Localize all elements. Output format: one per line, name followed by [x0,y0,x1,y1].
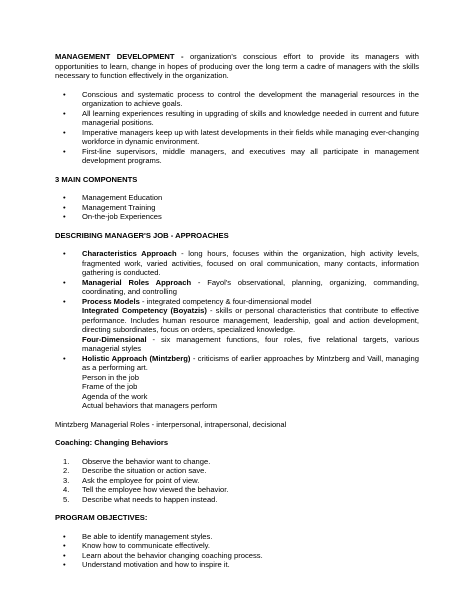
bullet-icon: • [63,541,66,550]
list-item: • Conscious and systematic process to control the development the managerial resources in the organization to achieve goals. [63,89,419,108]
intro-text: organization's conscious effort to provide its managers with opportunities to learn, change in hopes of producing over the long term a cadre of managers with the skills necessary to function effectively in the organization. [55,52,419,80]
components-list [55,193,419,222]
bullet-icon: • [63,127,66,137]
objectives-list [55,532,419,570]
list-item: • On-the-job Experiences [63,212,162,221]
bullet-icon: • [63,550,66,560]
intro-term: MANAGEMENT DEVELOPMENT - [55,52,184,61]
approaches-list [55,249,419,411]
bullet-icon: • [63,89,66,99]
bullet-icon: • [63,277,66,287]
list-item: • Managerial Roles Approach - Fayol's observational, planning, organizing, commanding, coordinating, and controlling [63,277,420,296]
coaching-heading: Coaching: Changing Behaviors [55,438,169,447]
list-item: • Understand motivation and how to inspire it. [63,560,230,569]
list-item: • Characteristics Approach - long hours, focuses within the organization, high activity levels, fragmented work, varied activities, focused on oral communication, many contacts, information gathering is conducted. [63,249,419,277]
list-item: 5. Describe what needs to happen instead. [63,494,218,504]
coaching-steps-list [55,457,419,505]
list-item: • Process Models - integrated competency & four-dimensional model Integrated Competency (Boyatzis) - skills or personal characteristics that contribute to effective performance. Includes human resource management, leadership, goal and action development, directing subordinates, focus on orders, specialized knowledge. Four-Dimensional - six management functions, four roles, five relational targets, various managerial styles [63,296,419,353]
bullet-icon: • [63,560,66,569]
bullet-icon: • [63,531,66,541]
approaches-heading: DESCRIBING MANAGER'S JOB - APPROACHES [55,230,229,240]
bullet-icon: • [63,202,66,212]
list-item: • First-line supervisors, middle managers, and executives may all participate in management development programs. [63,146,419,165]
list-item: • Know how to communicate effectively. [63,541,211,550]
list-item: • Learn about the behavior changing coaching process. [63,550,263,560]
intro-bullet-list [55,90,419,166]
bullet-icon: • [63,249,66,258]
list-item: 2. Describe the situation or action save. [63,466,207,475]
list-item: • Management Education [63,193,163,202]
bullet-icon: • [63,146,66,156]
intro-paragraph [55,52,419,81]
components-heading: 3 MAIN COMPONENTS [55,174,138,184]
bullet-icon: • [63,353,66,363]
bullet-icon: • [63,212,66,221]
list-item: 4. Tell the employee how viewed the behavior. [63,485,229,494]
list-item: • Management Training [63,202,156,212]
objectives-heading: PROGRAM OBJECTIVES: [55,513,148,522]
bullet-icon: • [63,193,66,202]
list-item: • Be able to identify management styles. [63,531,213,541]
mintzberg-roles-line: Mintzberg Managerial Roles - interpersonal, intrapersonal, decisional [55,419,287,429]
list-item: 3. Ask the employee for point of view. [63,475,200,485]
list-item: • Imperative managers keep up with latest developments in their fields while managing ever-changing workforce in dynamic environment. [63,127,419,146]
bullet-icon: • [63,296,66,306]
bullet-icon: • [63,108,66,118]
list-item: 1. Observe the behavior want to change. [63,456,211,466]
list-item: • All learning experiences resulting in upgrading of skills and knowledge needed in current and future managerial positions. [63,108,419,127]
list-item: • Holistic Approach (Mintzberg) - criticisms of earlier approaches by Mintzberg and Vaill, managing as a performing art. Person in the job Frame of the job Agenda of the work Actual behaviors that managers perform [63,353,419,410]
